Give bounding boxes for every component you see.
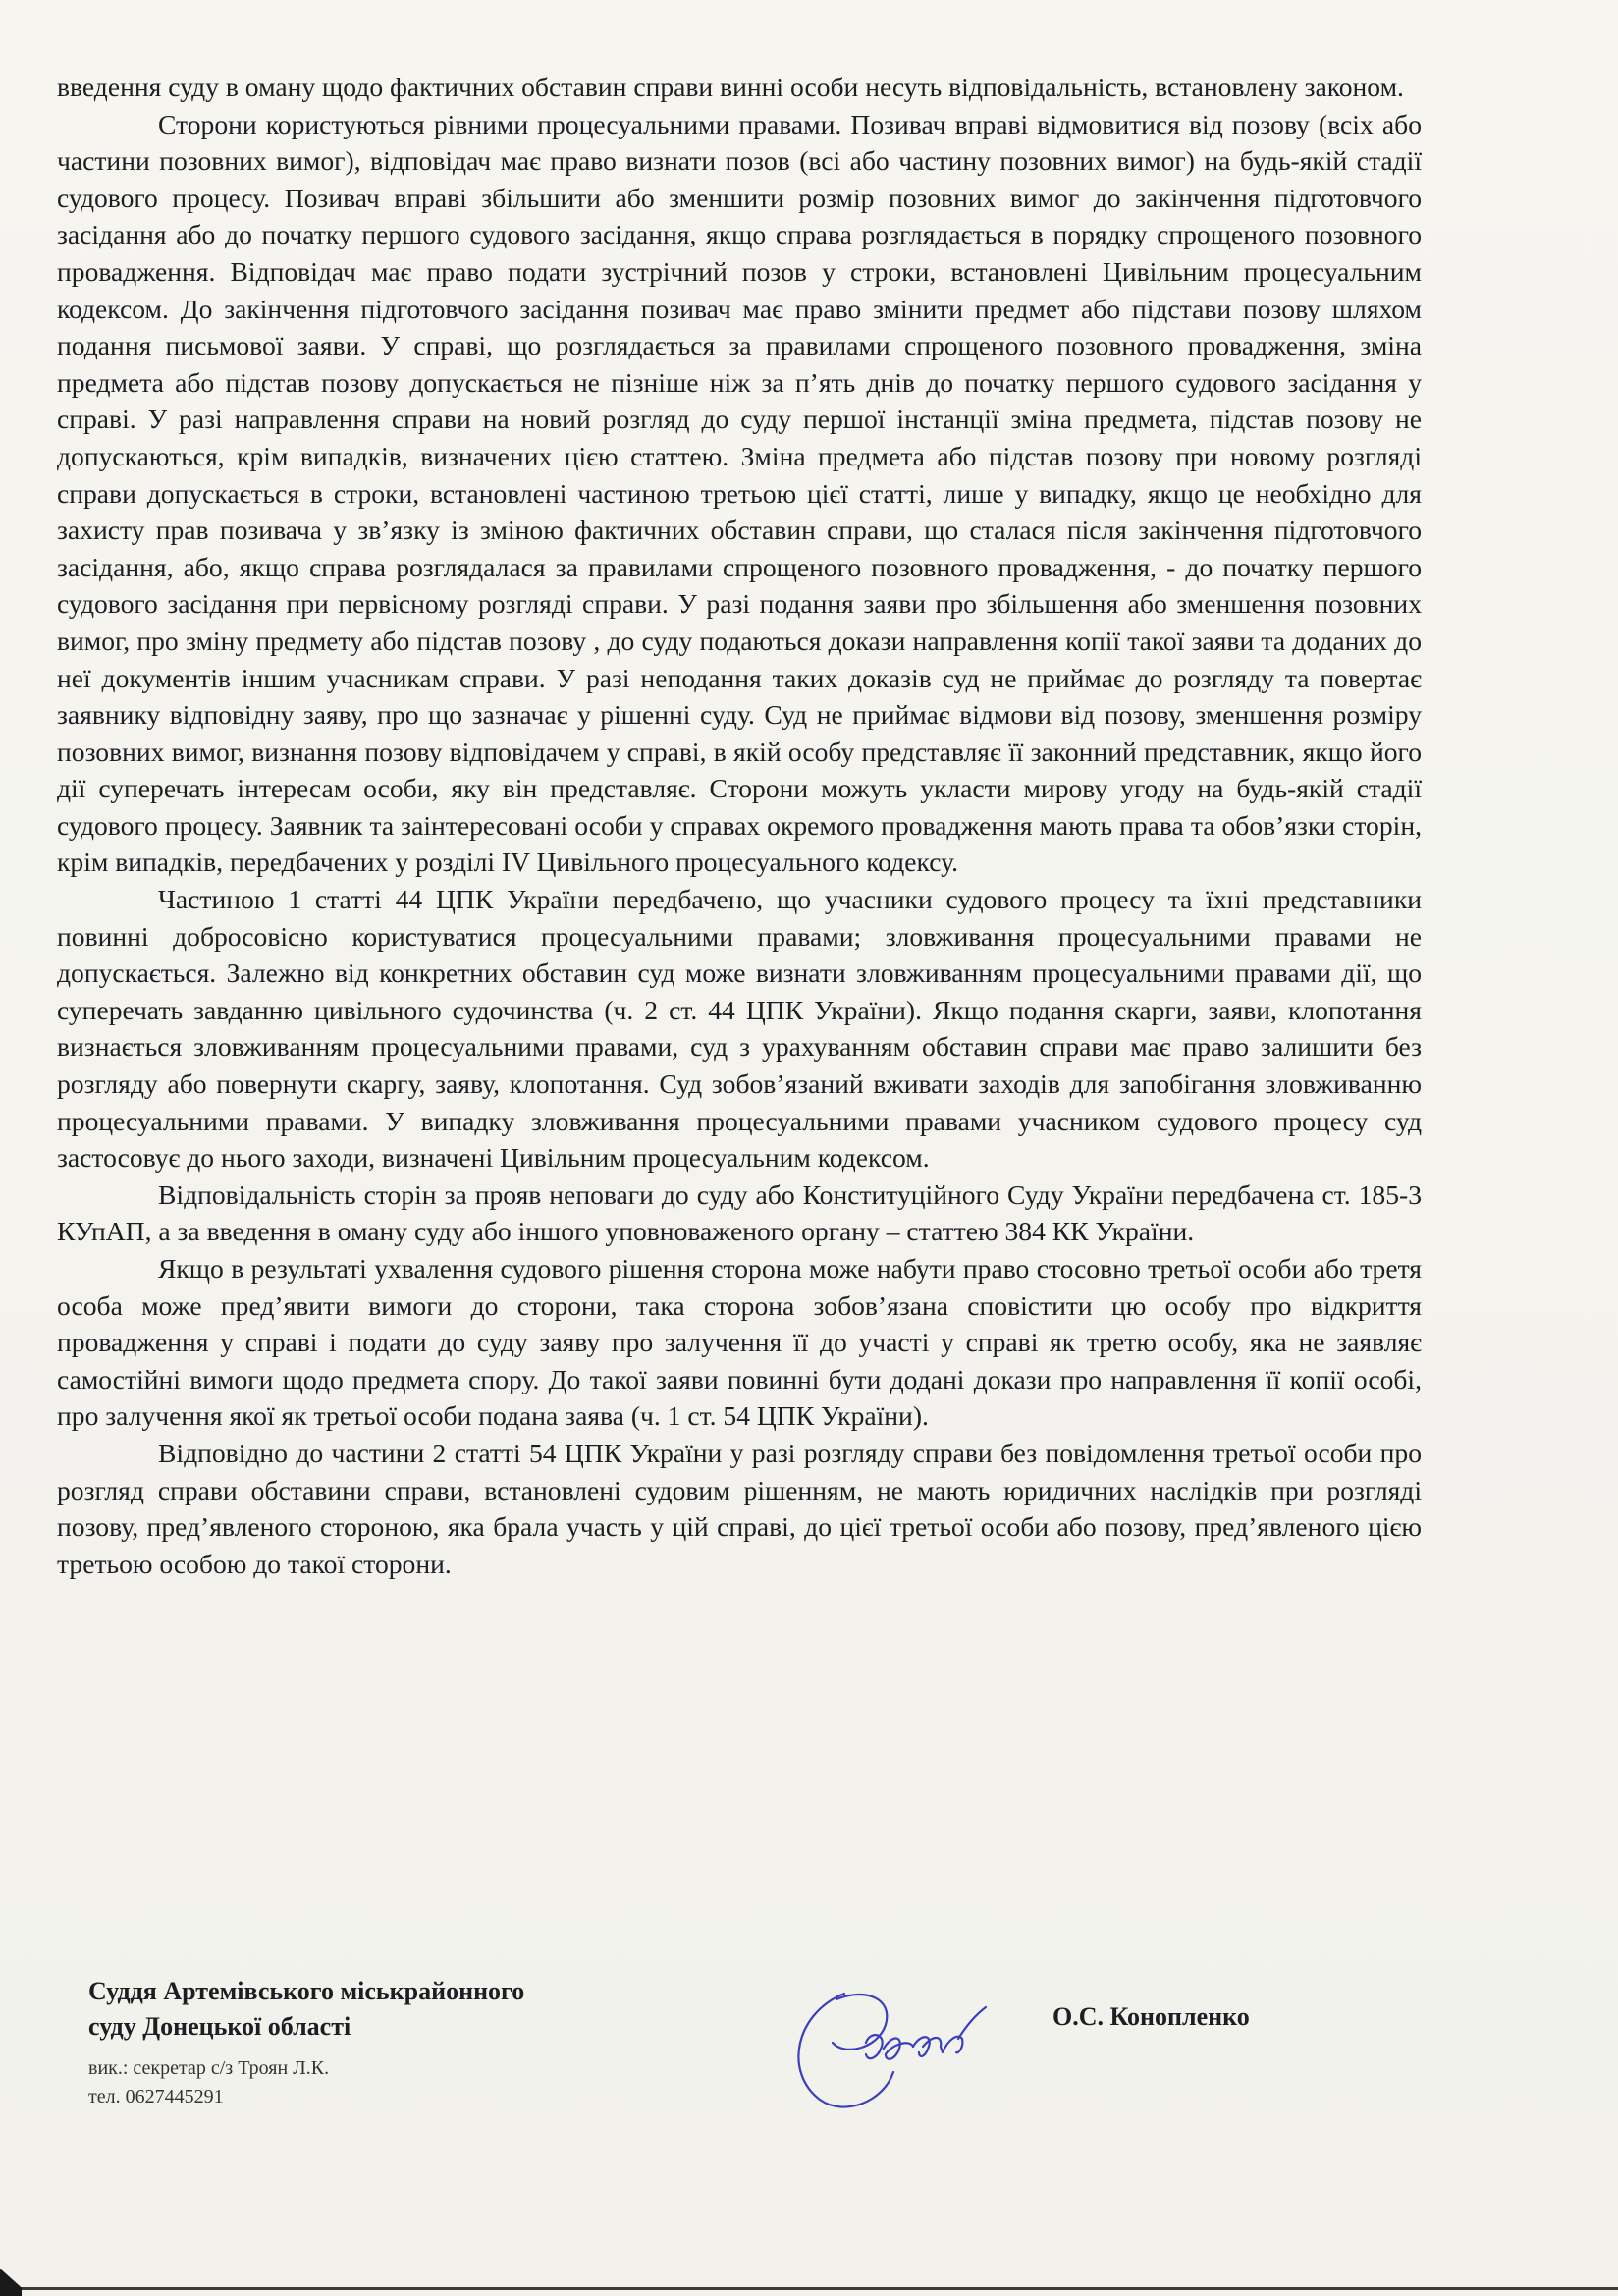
document-body (57, 69, 1422, 1582)
judge-title-line-2: суду Донецької області (88, 2012, 351, 2041)
scan-edge-line (0, 2287, 1618, 2290)
signature-block (88, 1974, 1365, 2131)
judge-title (88, 1974, 524, 2045)
document-meta (88, 2054, 329, 2111)
paragraph-1: введення суду в оману щодо фактичних обставин справи винні особи несуть відповідальність, встановлену законом. (57, 72, 1404, 102)
paragraph-2: Сторони користуються рівними процесуальними правами. Позивач вправі відмовитися від позову (всіх або частини позовних вимог), відповідач має право визнати позов (всі або частину позовних вимог) на будь-якій стадії судового процесу. Позивач вправі збільшити або зменшити розмір позовних вимог до закінчення підготовчого засідання або до початку першого судового засідання, якщо справа розглядається в порядку спрощеного позовного провадження. Відповідач має право подати зустрічний позов у строки, встановлені Цивільним процесуальним кодексом. До закінчення підготовчого засідання позивач має право змінити предмет або підстави позову шляхом подання письмової заяви. У справі, що розглядається за правилами спрощеного позовного провадження, зміна предмета або підстав позову допускається не пізніше ніж за п’ять днів до початку першого судового засідання у справі. У разі направлення справи на новий розгляд до суду першої інстанції зміна предмета, підстав позову не допускаються, крім випадків, визначених цією статтею. Зміна предмета або підстав позову при новому розгляді справи допускається в строки, встановлені частиною третьою цієї статті, лише у випадку, якщо це необхідно для захисту прав позивача у зв’язку із зміною фактичних обставин справи, що сталася після закінчення підготовчого засідання, або, якщо справа розглядалася за правилами спрощеного позовного провадження, - до початку першого судового засідання при первісному розгляді справи. У разі подання заяви про збільшення або зменшення позовних вимог, про зміну предмету або підстав позову , до суду подаються докази направлення копії такої заяви та доданих до неї документів іншим учасникам справи. У разі неподання таких доказів суд не приймає до розгляду та повертає заявнику відповідну заяву, про що зазначає у рішенні суду. Суд не приймає відмови від позову, зменшення розміру позовних вимог, визнання позову відповідачем у справі, в якій особу представляє її законний представник, якщо його дії суперечать інтересам особи, яку він представляє. Сторони можуть укласти мирову угоду на будь-якій стадії судового процесу. Заявник та заінтересовані особи у справах окремого провадження мають права та обов’язки сторін, крім випадків, передбачених у розділі IV Цивільного процесуального кодексу. (57, 108, 1422, 878)
paragraph-6: Відповідно до частини 2 статті 54 ЦПК України у разі розгляду справи без повідомлення третьої особи про розгляд справи обставини справи, встановлені судовим рішенням, не мають юридичних наслідків при розгляді позову, пред’явленого стороною, яка брала участь у цій справі, до цієї третьої особи або позову, пред’явленого цією третьою особою до такої сторони. (57, 1437, 1422, 1579)
paragraph-5: Якщо в результаті ухвалення судового рішення сторона може набути право стосовно третьої особи або третя особа може пред’явити вимоги до сторони, така сторона зобов’язана сповістити цю особу про відкриття провадження у справі і подати до суду заяву про залучення її до участі у справі як третю особу, яка не заявляє самостійні вимоги щодо предмета спору. До такої заяви повинні бути додані докази про направлення її копії особі, про залучення якої як третьої особи подана заява (ч. 1 ст. 54 ЦПК України). (57, 1253, 1422, 1432)
paragraph-4: Відповідальність сторін за прояв неповаги до суду або Конституційного Суду України передбачена ст. 185-3 КУпАП, а за введення в оману суду або іншого уповноваженого органу – статтею 384 КК України. (57, 1178, 1422, 1247)
scan-corner-mark (0, 2269, 22, 2296)
executor-note: вик.: секретар с/з Троян Л.К. (88, 2057, 330, 2079)
paragraph-3: Частиною 1 статті 44 ЦПК України передбачено, що учасники судового процесу та їхні представники повинні добросовісно користуватися процесуальними правами; зловживання процесуальними правами не допускається. Залежно від конкретних обставин суд може визнати зловживанням процесуальними правами дії, що суперечать завданню цивільного судочинства (ч. 2 ст. 44 ЦПК України). Якщо подання скарги, заяви, клопотання визнається зловживанням процесуальними правами, суд з урахуванням обставин справи має право залишити без розгляду або повернути скаргу, заяву, клопотання. Суд зобов’язаний вживати заходів для запобігання зловживанню процесуальними правами. У випадку зловживання процесуальними правами учасником судового процесу суд застосовує до нього заходи, визначені Цивільним процесуальним кодексом. (57, 884, 1422, 1174)
judge-title-line-1: Суддя Артемівського міськрайонного (88, 1977, 525, 2005)
handwritten-signature (776, 1974, 1031, 2121)
phone-note: тел. 0627445291 (88, 2086, 224, 2107)
judge-name: О.С. Конопленко (1052, 2002, 1250, 2031)
